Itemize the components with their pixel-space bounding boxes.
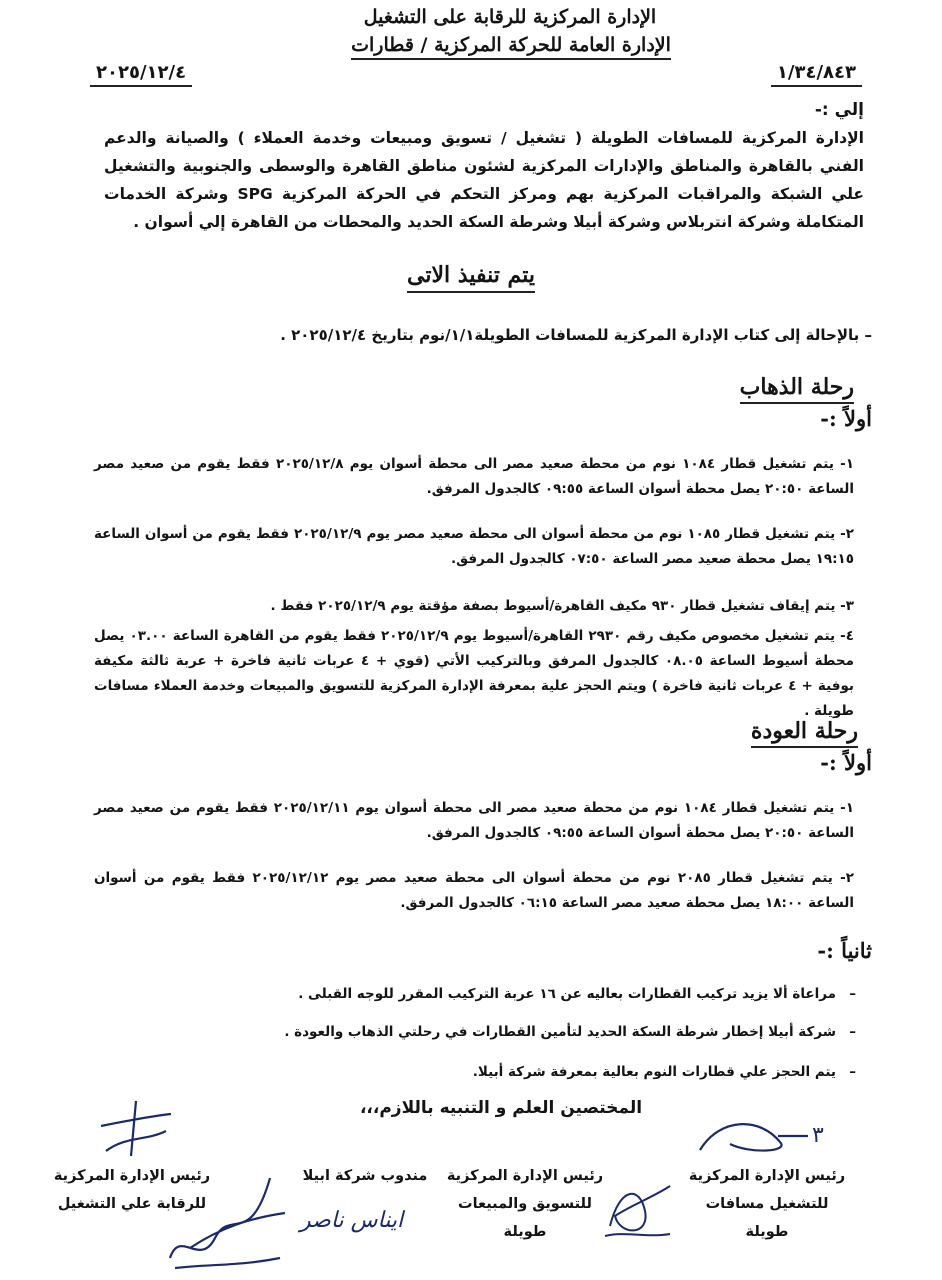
return-item-1: ١- يتم تشغيل قطار ١٠٨٤ نوم من محطة صعيد مصر الى محطة أسوان يوم ٢٠٢٥/١٢/١١ فقط يقوم من صعيد مصر الساعة ٢٠:٥٠ يصل محطة أسوان الساعة ٠٩:٥٥ كالجدول المرفق. — [94, 800, 854, 841]
signature-scribble-2 — [600, 1176, 680, 1246]
return-title: رحلة العودة — [751, 718, 858, 744]
memo-date: ٢٠٢٥/١٢/٤ — [90, 62, 192, 87]
to-label: إلي :- — [814, 100, 864, 120]
signature-abila-rep: مندوب شركة ابيلا — [302, 1168, 428, 1184]
outbound-title: رحلة الذهاب — [740, 374, 854, 400]
handwritten-annotation: ٣ — [812, 1123, 824, 1148]
note-1: مراعاة ألا يزيد تركيب القطارات بعاليه عن ١٦ عربة التركيب المقرر للوجه القبلى . — [298, 986, 836, 1002]
header-line-2: الإدارة العامة للحركة المركزية / قطارات — [0, 34, 922, 56]
signature-scribble-1 — [690, 1112, 830, 1162]
execute-title: يتم تنفيذ الاتى — [0, 262, 942, 288]
header-line-1: الإدارة المركزية للرقابة على التشغيل — [363, 6, 657, 28]
handwritten-abila-rep-name: ايناس ناصر — [300, 1208, 404, 1233]
reference-line: – بالإحالة إلى كتاب الإدارة المركزية للمسافات الطويلة١/١/نوم بتاريخ ٢٠٢٥/١٢/٤ . — [280, 326, 872, 344]
outbound-first-heading: أولاً :- — [820, 406, 872, 431]
outbound-item-1: ١- يتم تشغيل قطار ١٠٨٤ نوم من محطة صعيد مصر الى محطة أسوان يوم ٢٠٢٥/١٢/٨ فقط يقوم من صعيد مصر الساعة ٢٠:٥٠ يصل محطة أسوان الساعة ٠٩:٥٥ كالجدول المرفق. — [94, 456, 854, 497]
outbound-item-2: ٢- يتم تشغيل قطار ١٠٨٥ نوم من محطة أسوان الى محطة صعيد مصر يوم ٢٠٢٥/١٢/٩ فقط يقوم من أسوان الساعة ١٩:١٥ يصل محطة صعيد مصر الساعة ٠٧:٥٠ كالجدول المرفق. — [94, 526, 855, 567]
note-2: شركة أبيلا إخطار شرطة السكة الحديد لتأمين القطارات في رحلتي الذهاب والعودة . — [284, 1024, 836, 1040]
reference-number: ١/٣٤/٨٤٣ — [771, 62, 862, 87]
note-3: يتم الحجز علي قطارات النوم بعالية بمعرفة شركة أبيلا. — [472, 1064, 836, 1080]
second-heading: ثانياً :- — [817, 938, 872, 963]
outbound-item-4: ٤- يتم تشغيل مخصوص مكيف رقم ٢٩٣٠ القاهرة/أسيوط يوم ٢٠٢٥/١٢/٩ فقط يقوم من القاهرة الساعة ٠٣.٠٠ يصل محطة أسيوط الساعة ٠٨.٠٥ كالجدول المرفق وبالتركيب الأتي (قوي + ٤ عربات ثانية فاخرة + عربة ثالثة مكيفة بوفية + ٤ عربات ثانية فاخرة ) ويتم الحجز علية بمعرفة الإدارة المركزية للتسويق والمبيعات وخدمة العملاء مسافات طويلة . — [94, 628, 855, 719]
note-dash-3: – — [849, 1064, 856, 1080]
return-item-2: ٢- يتم تشغيل قطار ٢٠٨٥ نوم من محطة أسوان الى محطة صعيد مصر يوم ٢٠٢٥/١٢/١٢ فقط يقوم من أسوان الساعة ١٨:٠٠ يصل محطة صعيد مصر الساعة ٠٦:١٥ كالجدول المرفق. — [94, 870, 855, 911]
closing-line: المختصين العلم و التنبيه باللازم،،، — [359, 1098, 643, 1118]
signature-marketing: رئيس الإدارة المركزية للتسويق والمبيعات طويلة — [446, 1168, 604, 1240]
signature-control-operations: رئيس الإدارة المركزية للرقابة علي التشغيل — [53, 1168, 211, 1212]
signature-long-distance: رئيس الإدارة المركزية للتشغيل مسافات طويلة — [688, 1168, 846, 1240]
note-dash-1: – — [849, 986, 856, 1002]
addressees-paragraph: الإدارة المركزية للمسافات الطويلة ( تشغيل / تسويق ومبيعات وخدمة العملاء ) والصيانة والدعم الفني بالقاهرة والمناطق والإدارات المركزية لشئون مناطق القاهرة والوسطى والجنوبية والتشغيل علي الشبكة والمراقبات المركزية بهم ومركز التحكم في الحركة المركزية SPG وشركة الخدمات المتكاملة وشركة انتربلاس وشركة أبيلا وشرطة السكة الحديد والمحطات من القاهرة إلي أسوان . — [104, 129, 864, 231]
outbound-item-3: ٣- يتم إيقاف تشغيل قطار ٩٣٠ مكيف القاهرة/أسيوط بصفة مؤقتة يوم ٢٠٢٥/١٢/٩ فقط . — [270, 598, 854, 614]
signature-scribble-4 — [160, 1168, 290, 1276]
return-first-heading: أولاً :- — [820, 750, 872, 775]
note-dash-2: – — [849, 1024, 856, 1040]
signature-scribble-3 — [96, 1096, 176, 1166]
